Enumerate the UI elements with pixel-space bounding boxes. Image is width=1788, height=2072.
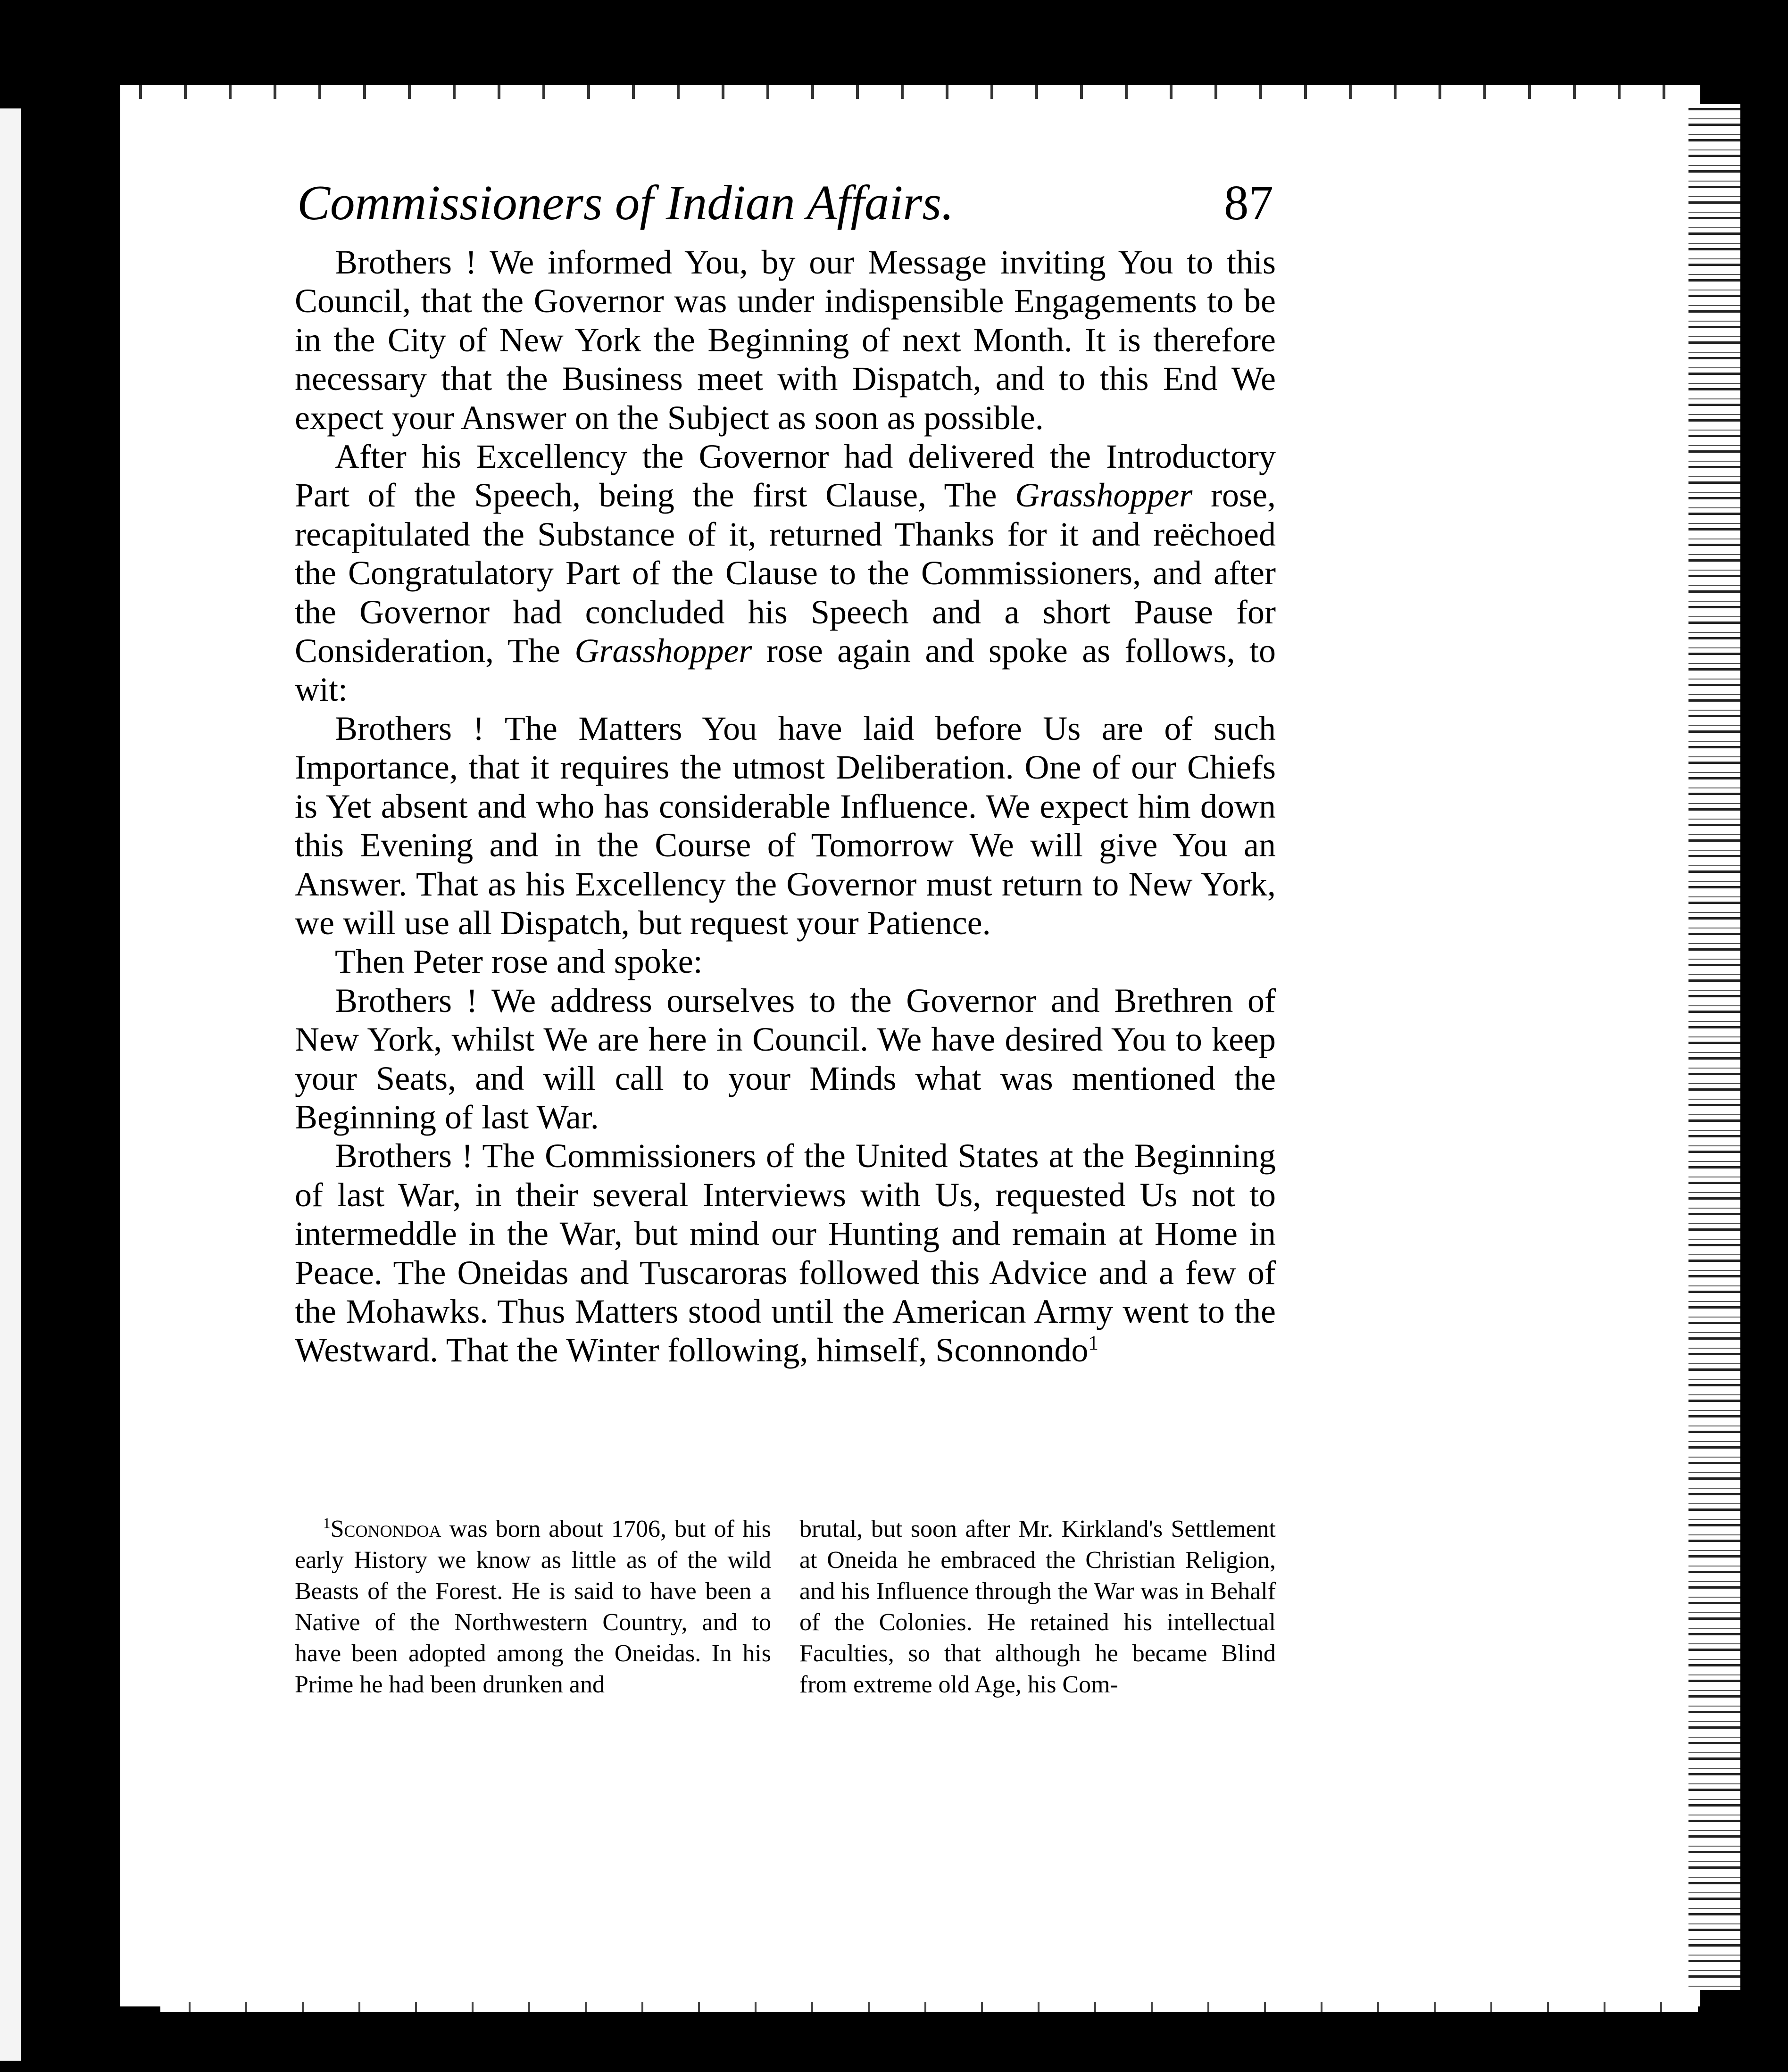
main-text xyxy=(295,243,1276,1516)
paragraph-2-middle: rose, recapitulated the Substance of it, returned Thanks for it and reëchoed the Congratulatory Part of the Clause to the Commissioners, and after the Governor had concluded his Speech and a short Pause for Consideration, The xyxy=(295,476,1276,670)
paragraph-2 xyxy=(295,437,1276,709)
paragraph-2-start: After his Excellency the Governor had delivered the Introductory Part of the Speech, being the first Clause, The xyxy=(295,438,1276,514)
paragraph-3: Brothers ! The Matters You have laid before Us are of such Importance, that it requires the utmost Deliberation. One of our Chiefs is Yet absent and who has considerable Influence. We expect him down this Evening and in the Course of Tomorrow We will give You an Answer. That as his Excellency the Governor must return to New York, we will use all Dispatch, but request your Patience. xyxy=(295,709,1276,942)
footnote-column-left xyxy=(295,1514,771,1735)
footnote-text-left xyxy=(295,1514,771,1700)
page-bottom-edge xyxy=(160,2002,1698,2012)
footnote-left-rest: was born about 1706, but of his early History we know as little as of the wild Beasts of the Forest. He is said to have been a Native of the Northwestern Country, and to have been adopted among the Oneidas. In his Prime he had been drunken and xyxy=(295,1516,771,1698)
page-top-edge xyxy=(120,85,1700,99)
paragraph-6-text: Brothers ! The Commissioners of the United States at the Beginning of last War, in their several Interviews with Us, requested Us not to intermeddle in the War, but mind our Hunting and remain at Home in Peace. The Oneidas and Tuscaroras followed this Advice and a few of the Mohawks. Thus Matters stood until the American Army went to the Westward. That the Winter following, himself, Sconnondo xyxy=(295,1137,1276,1369)
paragraph-1: Brothers ! We informed You, by our Message inviting You to this Council, that the Governor was under indispensible Engagements to be in the City of New York the Beginning of next Month. It is therefore necessary that the Business meet with Dispatch, and to this End We expect your Answer on the Subject as soon as possible. xyxy=(295,243,1276,437)
footnote-name: Sconondoa xyxy=(330,1516,441,1542)
grasshopper-name-1: Grasshopper xyxy=(1015,476,1193,514)
running-title: Commissioners of Indian Affairs. xyxy=(297,175,954,230)
paragraph-6 xyxy=(295,1136,1276,1369)
paragraph-2-end: rose again and spoke as follows, to wit: xyxy=(295,632,1276,709)
footnote-column-right xyxy=(799,1514,1276,1735)
adjacent-page-edge xyxy=(0,108,21,2061)
footnote-reference: 1 xyxy=(1088,1332,1098,1355)
page-number: 87 xyxy=(1224,175,1273,230)
footnote-block xyxy=(295,1514,1276,1735)
footnote-marker: 1 xyxy=(323,1515,331,1532)
page-right-edge xyxy=(1688,104,1740,1990)
footnote-text-right: brutal, but soon after Mr. Kirkland's Settlement at Oneida he embraced the Christian Religion, and his Influence through the War was in Behalf of the Colonies. He retained his intellectual Faculties, so that although he became Blind from extreme old Age, his Com- xyxy=(799,1516,1276,1698)
paragraph-4: Then Peter rose and spoke: xyxy=(335,943,703,981)
paragraph-5: Brothers ! We address ourselves to the Governor and Brethren of New York, whilst We are here in Council. We have desired You to keep your Seats, and will call to your Minds what was mentioned the Beginning of last War. xyxy=(295,981,1276,1136)
grasshopper-name-2: Grasshopper xyxy=(574,632,752,670)
